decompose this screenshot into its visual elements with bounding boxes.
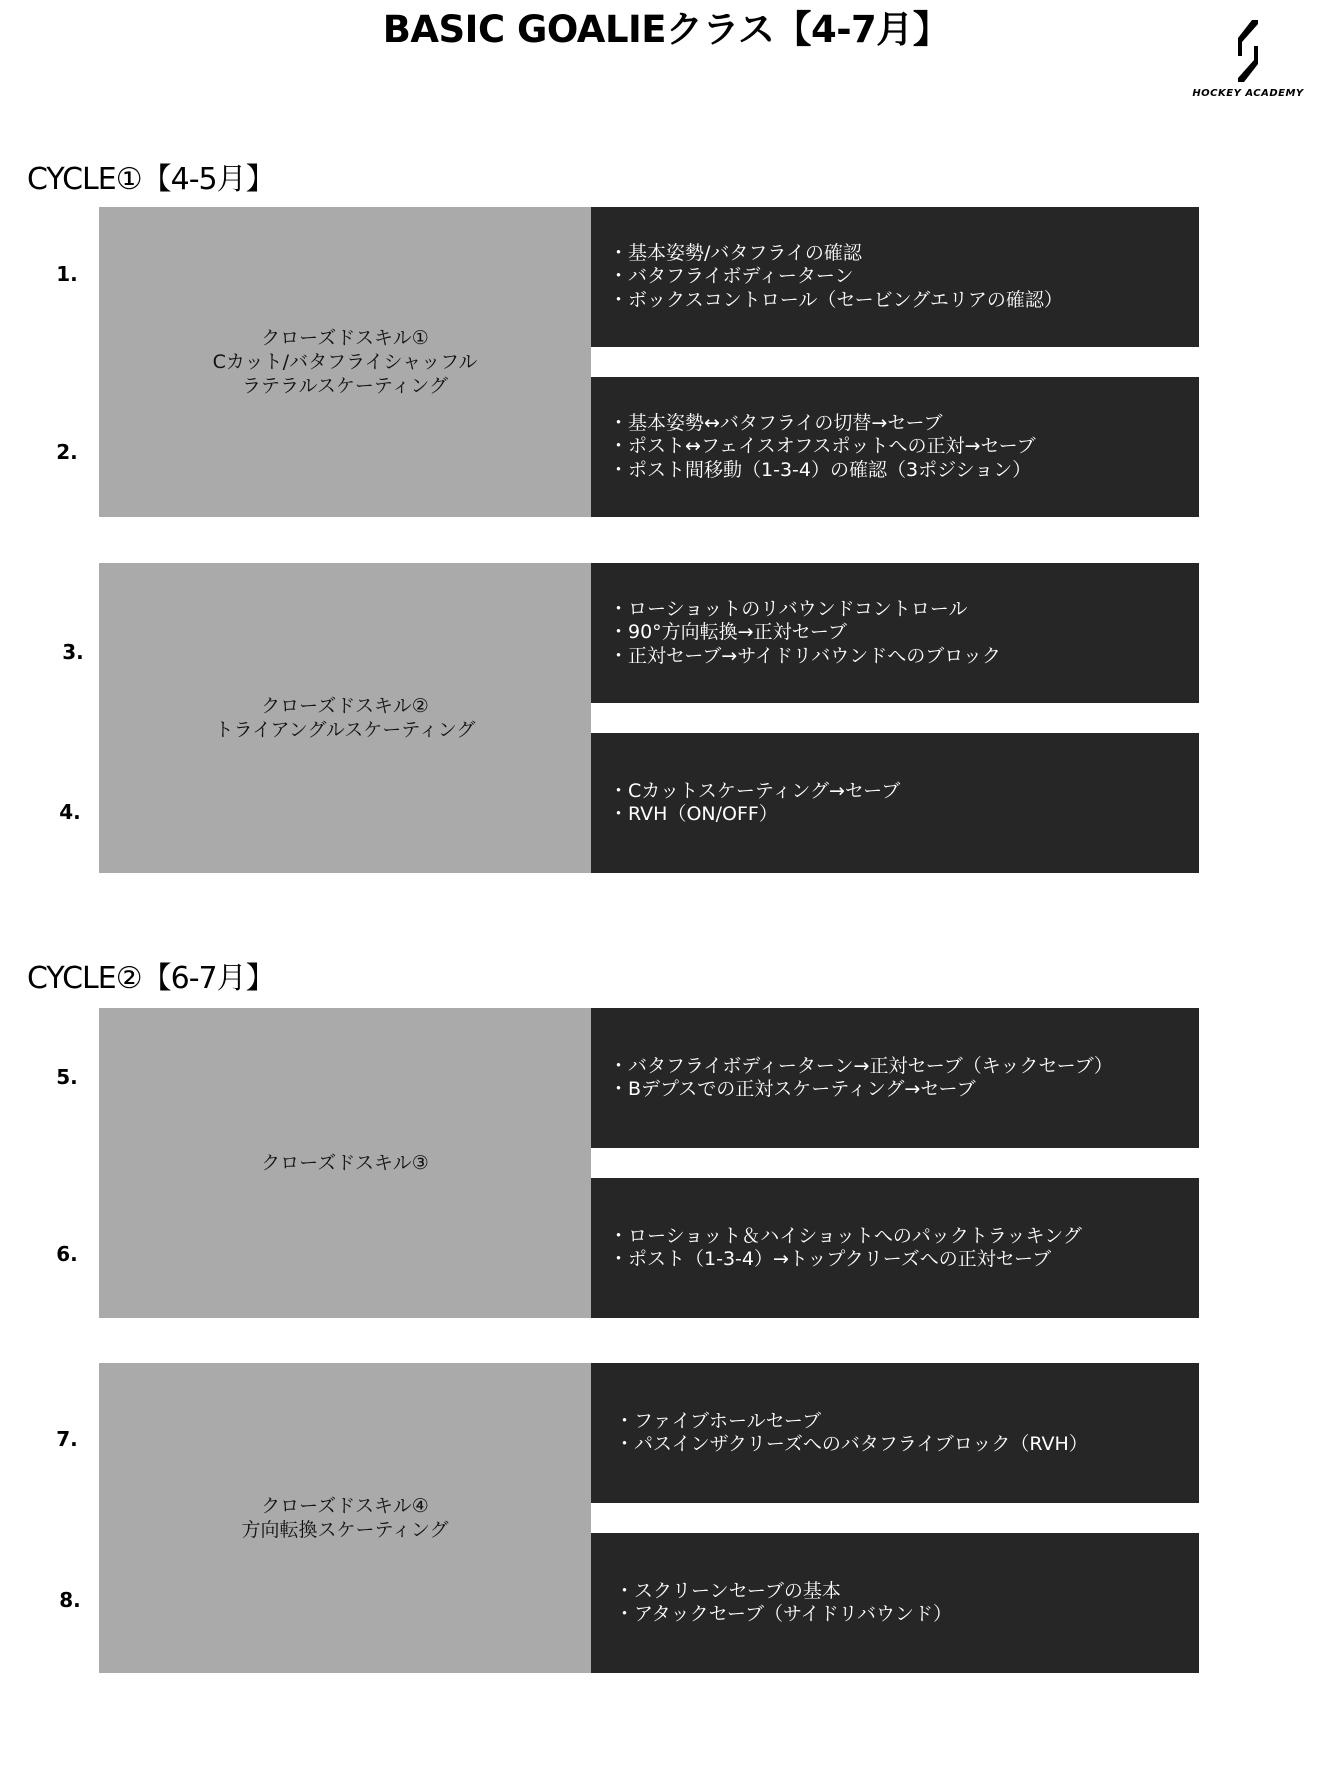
logo [1188,16,1308,106]
session-detail [591,563,1199,703]
session-detail [591,377,1199,517]
hockey-academy-logo-icon [1232,16,1264,86]
session-number: 7. [56,1427,78,1451]
detail-item: ・ローショットのリバウンドコントロール [609,597,968,620]
skill-line: ラテラルスケーティング [242,375,448,397]
skill-line: クローズドスキル② [261,695,429,717]
cycle-title: CYCLE②【6-7月】 [27,961,275,996]
session-detail [591,207,1199,347]
detail-item: ・基本姿勢/バタフライの確認 [609,241,862,264]
detail-item: ・ローショット＆ハイショットへのパックトラッキング [609,1224,1082,1247]
detail-item: ・ポスト（1-3-4）→トップクリーズへの正対セーブ [609,1248,1052,1270]
detail-item: ・基本姿勢↔バタフライの切替→セーブ [609,411,943,434]
detail-item: ・ファイブホールセーブ [615,1409,821,1432]
session-number: 2. [56,440,78,464]
detail-item: ・90°方向転換→正対セーブ [609,621,847,644]
skill-block [99,207,591,517]
skill-block [99,1363,591,1673]
skill-line: クローズドスキル④ [261,1495,429,1517]
skill-line: Cカット/バタフライシャッフル [212,351,478,373]
cycle-title: CYCLE①【4-5月】 [27,162,275,197]
session-detail [591,733,1199,873]
detail-item: ・正対セーブ→サイドリバウンドへのブロック [609,644,1001,667]
detail-item: ・バタフライボディーターン [609,265,854,288]
page-title: BASIC GOALIEクラス【4-7月】 [382,8,950,51]
detail-item: ・アタックセーブ（サイドリバウンド） [615,1603,953,1625]
skill-line: トライアングルスケーティング [214,719,476,741]
session-number: 8. [59,1588,81,1612]
skill-line: 方向転換スケーティング [241,1519,449,1541]
detail-item: ・Cカットスケーティング→セーブ [609,779,901,802]
detail-item: ・スクリーンセーブの基本 [615,1579,841,1602]
detail-item: ・ボックスコントロール（セービングエリアの確認） [609,288,1063,311]
detail-item: ・パスインザクリーズへのバタフライブロック（RVH） [615,1433,1088,1455]
session-number: 1. [56,262,78,286]
detail-item: ・ポスト間移動（1-3-4）の確認（3ポジション） [609,458,1032,481]
session-detail [591,1533,1199,1673]
detail-item: ・バタフライボディーターン→正対セーブ（キックセーブ） [609,1054,1113,1077]
skill-line: クローズドスキル① [261,327,429,349]
skill-block [99,563,591,873]
skill-line: クローズドスキル③ [261,1152,429,1174]
session-detail [591,1363,1199,1503]
session-number: 5. [56,1065,78,1089]
detail-item: ・RVH（ON/OFF） [609,803,778,825]
session-number: 4. [59,800,81,824]
session-number: 6. [56,1242,78,1266]
logo-text: HOCKEY ACADEMY [1192,88,1304,99]
session-detail [591,1178,1199,1318]
session-number: 3. [62,640,84,664]
skill-block [99,1008,591,1318]
detail-item: ・Bデプスでの正対スケーティング→セーブ [609,1078,976,1100]
session-detail [591,1008,1199,1148]
detail-item: ・ポスト↔フェイスオフスポットへの正対→セーブ [609,435,1036,458]
